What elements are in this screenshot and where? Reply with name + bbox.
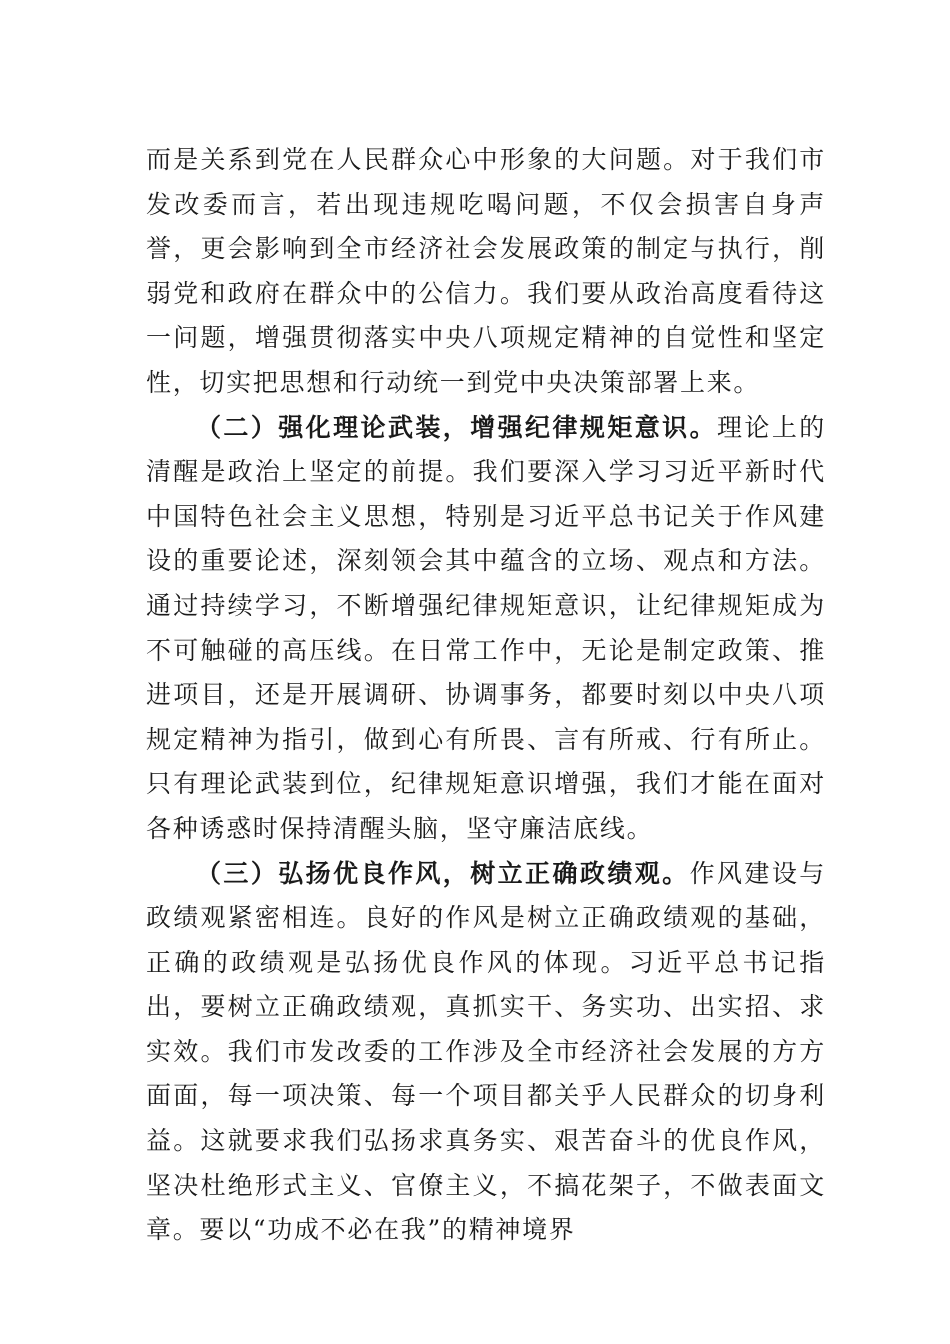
paragraph-section-2	[146, 406, 826, 852]
paragraph-section-3	[146, 852, 826, 1253]
document-body	[146, 138, 826, 1253]
paragraph-body: 而是关系到党在人民群众心中形象的大问题。对于我们市发改委而言，若出现违规吃喝问题，不仅会损害自身声誉，更会影响到全市经济社会发展政策的制定与执行，削弱党和政府在群众中的公信力。我们要从政治高度看待这一问题，增强贯彻落实中央八项规定精神的自觉性和坚定性，切实把思想和行动统一到党中央决策部署上来。	[146, 145, 826, 397]
section-heading: （三）弘扬优良作风，树立正确政绩观。	[196, 858, 690, 888]
paragraph-body: 作风建设与政绩观紧密相连。良好的作风是树立正确政绩观的基础，正确的政绩观是弘扬优良作风的体现。习近平总书记指出，要树立正确政绩观，真抓实干、务实功、出实招、求实效。我们市发改委的工作涉及全市经济社会发展的方方面面，每一项决策、每一个项目都关乎人民群众的切身利益。这就要求我们弘扬求真务实、艰苦奋斗的优良作风，坚决杜绝形式主义、官僚主义，不搞花架子，不做表面文章。要以“功成不必在我”的精神境界	[146, 858, 826, 1245]
paragraph-continuation	[146, 138, 826, 406]
section-heading: （二）强化理论武装，增强纪律规矩意识。	[196, 412, 718, 442]
paragraph-body: 理论上的清醒是政治上坚定的前提。我们要深入学习习近平新时代中国特色社会主义思想，特别是习近平总书记关于作风建设的重要论述，深刻领会其中蕴含的立场、观点和方法。通过持续学习，不断增强纪律规矩意识，让纪律规矩成为不可触碰的高压线。在日常工作中，无论是制定政策、推进项目，还是开展调研、协调事务，都要时刻以中央八项规定精神为指引，做到心有所畏、言有所戒、行有所止。只有理论武装到位，纪律规矩意识增强，我们才能在面对各种诱惑时保持清醒头脑，坚守廉洁底线。	[146, 412, 826, 843]
